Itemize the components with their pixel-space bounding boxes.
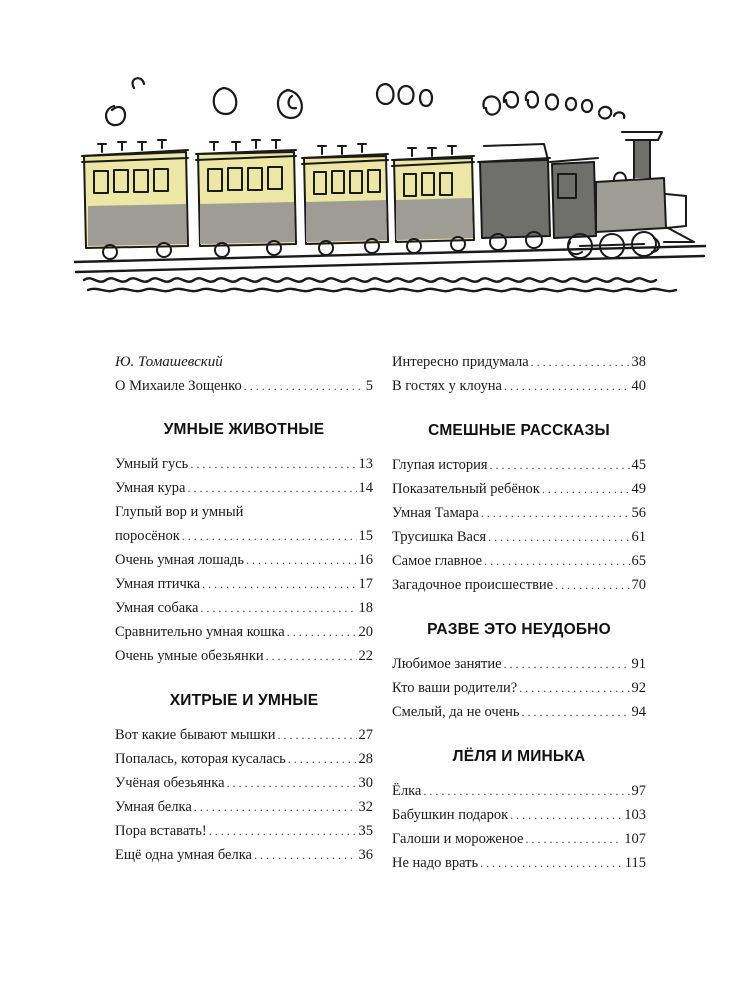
section-title: УМНЫЕ ЖИВОТНЫЕ [163,421,325,438]
toc-entry[interactable] [392,676,646,700]
entry-page: 15 [358,528,373,544]
entry-page: 36 [358,847,373,863]
entry-title-line1: Глупый вор и умный [115,504,244,520]
entry-page: 18 [358,600,373,616]
entry-page: 22 [358,648,373,664]
train-illustration [74,66,706,306]
toc-entry[interactable] [115,771,373,795]
entry-title: Кто ваши родители? [392,680,518,696]
dot-leader [288,747,357,771]
dot-leader [182,524,357,548]
carriage-3 [302,144,388,255]
carriage-4 [392,146,474,253]
section-entries [115,452,373,668]
section-title: РАЗВЕ ЭТО НЕУДОБНО [427,621,611,638]
locomotive [550,132,694,258]
toc-entry[interactable] [392,350,646,374]
toc-entry[interactable] [392,573,646,597]
entry-title: Сравнительно умная кошка [115,624,285,640]
dot-leader [481,501,630,525]
entry-page: 91 [631,656,646,672]
entry-page: 35 [358,823,373,839]
entry-page: 38 [631,354,646,370]
entry-title: Не надо врать [392,855,479,871]
entry-title: Самое главное [392,553,483,569]
entry-page: 40 [631,378,646,394]
toc-entry[interactable] [392,525,646,549]
dot-leader [519,676,629,700]
toc-entry[interactable] [392,827,646,851]
entry-title: Смелый, да не очень [392,704,520,720]
toc-entry[interactable] [392,501,646,525]
dot-leader [488,525,629,549]
dot-leader [522,700,630,724]
entry-title: Показательный ребёнок [392,481,540,497]
entry-page: 30 [358,775,373,791]
toc-entry[interactable] [115,452,373,476]
entry-page: 13 [358,456,373,472]
entry-page: 45 [631,457,646,473]
entry-page: 20 [358,624,373,640]
entry-title: Бабушкин подарок [392,807,509,823]
entry-title: Учёная обезьянка [115,775,225,791]
entry-title: Трусишка Вася [392,529,487,545]
entry-title: Галоши и мороженое [392,831,524,847]
entry-page: 103 [624,807,646,823]
section-title: СМЕШНЫЕ РАССКАЗЫ [428,422,610,439]
entry-page: 94 [631,704,646,720]
toc-entry-multiline[interactable] [115,500,373,548]
entry-title: Умная собака [115,600,199,616]
entry-page: 49 [631,481,646,497]
dot-leader [480,851,623,875]
section-entries [392,652,646,724]
entry-title: Попалась, которая кусалась [115,751,286,767]
section-entries [115,723,373,867]
entry-page: 107 [624,831,646,847]
entry-title: Очень умная лошадь [115,552,244,568]
toc-right-column [392,350,646,875]
section-entries [392,453,646,597]
dot-leader [254,843,357,867]
entry-page: 17 [358,576,373,592]
carriage-1 [82,140,188,259]
toc-entry[interactable] [115,476,373,500]
entry-title: О Михаиле Зощенко [115,378,242,394]
entry-page: 56 [631,505,646,521]
dot-leader [227,771,357,795]
toc-entry [115,524,373,548]
entry-title: Ёлка [392,783,422,799]
entry-title: Пора вставать! [115,823,207,839]
entry-page: 32 [358,799,373,815]
toc-entry[interactable] [115,747,373,771]
toc-entry[interactable] [115,843,373,867]
toc-entry[interactable] [392,477,646,501]
toc-entry[interactable] [392,453,646,477]
section-title: ХИТРЫЕ И УМНЫЕ [169,692,319,709]
toc-entry[interactable] [115,644,373,668]
dot-leader [531,350,630,374]
dot-leader [278,723,357,747]
dot-leader [190,452,356,476]
toc-entry[interactable] [115,548,373,572]
entry-page: 115 [624,855,646,871]
entry-title: Умная белка [115,799,192,815]
entry-title: Глупая история [392,457,488,473]
dot-leader [194,795,357,819]
rails [74,246,706,291]
dot-leader [490,453,630,477]
dot-leader [525,827,622,851]
carriage-2 [196,140,296,257]
toc-entry[interactable] [115,819,373,843]
dot-leader [542,477,630,501]
entry-title: Вот какие бывают мышки [115,727,276,743]
entry-title: Ещё одна умная белка [115,847,252,863]
toc-left-column [115,350,373,867]
tender [478,144,550,250]
toc-entry[interactable] [115,572,373,596]
entry-title: Интересно придумала [392,354,529,370]
dot-leader [504,652,630,676]
toc-entry[interactable] [392,803,646,827]
dot-leader [510,803,622,827]
section-title: ЛЁЛЯ И МИНЬКА [452,748,586,765]
entry-page: 27 [358,727,373,743]
toc-entry[interactable] [115,795,373,819]
entry-title: Любимое занятие [392,656,502,672]
toc-entry[interactable] [115,620,373,644]
section-entries [392,779,646,875]
entry-page: 14 [358,480,373,496]
entry-page: 65 [631,553,646,569]
dot-leader [200,596,356,620]
dot-leader [504,374,630,398]
entry-title: Умная птичка [115,576,201,592]
entry-page: 28 [358,751,373,767]
toc-entry[interactable] [115,723,373,747]
entry-page: 92 [631,680,646,696]
toc-entry[interactable] [392,779,646,803]
dot-leader [555,573,629,597]
toc-entry[interactable] [115,596,373,620]
entry-title: поросёнок [115,528,180,544]
toc-entry[interactable] [392,374,646,398]
entry-page: 16 [358,552,373,568]
dot-leader [202,572,356,596]
toc-entry[interactable] [392,851,646,875]
dot-leader [244,374,364,398]
entry-title: Загадочное происшествие [392,577,554,593]
entry-title: Умная Тамара [392,505,479,521]
dot-leader [246,548,357,572]
dot-leader [209,819,357,843]
entry-title: Очень умные обезьянки [115,648,264,664]
entry-page: 70 [631,577,646,593]
entry-title: Умная кура [115,480,186,496]
toc-entry[interactable] [392,652,646,676]
dot-leader [423,779,629,803]
toc-entry[interactable] [392,700,646,724]
entry-title: В гостях у клоуна [392,378,502,394]
entry-page: 5 [365,378,373,394]
dot-leader [266,644,357,668]
toc-entry[interactable] [115,374,373,398]
entry-page: 61 [631,529,646,545]
smoke-puffs [106,78,624,125]
dot-leader [287,620,357,644]
entry-title: Умный гусь [115,456,189,472]
dot-leader [187,476,356,500]
dot-leader [484,549,629,573]
toc-entry[interactable] [392,549,646,573]
entry-page: 97 [631,783,646,799]
author-name: Ю. Томашевский [115,354,223,370]
